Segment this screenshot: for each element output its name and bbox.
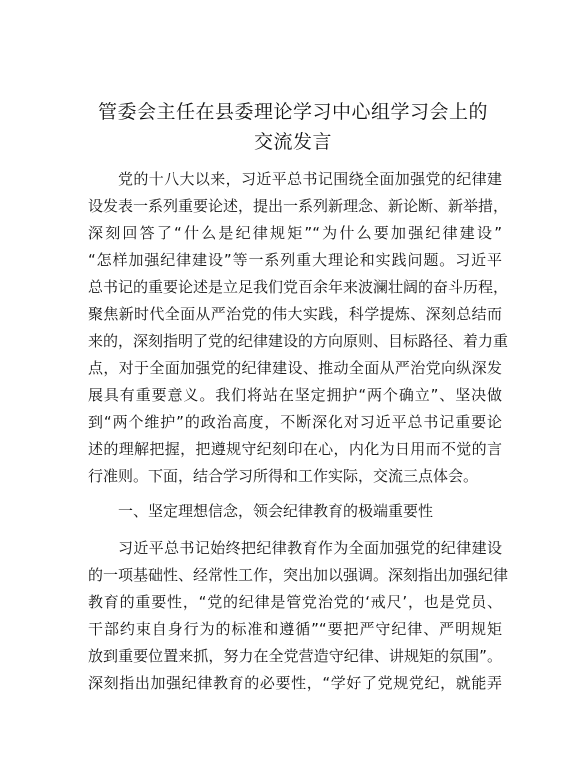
paragraph-line: 展具有重要意义。我们将站在坚定拥护“两个确立”、坚决做 bbox=[88, 386, 502, 404]
paragraph-line: “怎样加强纪律建设”等一系列重大理论和实践问题。习近平 bbox=[88, 251, 502, 269]
paragraph-line: 习近平总书记始终把纪律教育作为全面加强党的纪律建设 bbox=[118, 539, 502, 557]
paragraph-line: 来的，深刻指明了党的纪律建设的方向原则、目标路径、着力重 bbox=[88, 332, 509, 350]
section-heading: 一、坚定理想信念，领会纪律教育的极端重要性 bbox=[118, 502, 434, 520]
paragraph-section-one bbox=[88, 535, 509, 697]
paragraph-line: 的一项基础性、经常性工作，突出加以强调。深刻指出加强纪律 bbox=[88, 566, 509, 584]
document-body bbox=[88, 166, 509, 697]
paragraph-line: 放到重要位置来抓，努力在全党营造守纪律、讲规矩的氛围”。 bbox=[88, 647, 502, 665]
paragraph-line: 行准则。下面，结合学习所得和工作实际，交流三点体会。 bbox=[88, 467, 479, 485]
paragraph-line: 干部约束自身行为的标准和遵循”“要把严守纪律、严明规矩 bbox=[88, 620, 502, 638]
paragraph-line: 到“两个维护”的政治高度，不断深化对习近平总书记重要论 bbox=[88, 413, 502, 431]
document-title bbox=[60, 97, 526, 157]
paragraph-line: 总书记的重要论述是立足我们党百余年来波澜壮阔的奋斗历程， bbox=[88, 278, 509, 296]
title-line-2: 交流发言 bbox=[253, 131, 332, 153]
paragraph-line: 点，对于全面加强党的纪律建设、推动全面从严治党向纵深发 bbox=[88, 359, 502, 377]
paragraph-line: 设发表一系列重要论述，提出一系列新理念、新论断、新举措， bbox=[88, 197, 509, 215]
paragraph-line: 深刻指出加强纪律教育的必要性，“学好了党规党纪，就能弄 bbox=[88, 674, 502, 692]
paragraph-line: 聚焦新时代全面从严治党的伟大实践，科学提炼、深刻总结而 bbox=[88, 305, 502, 323]
paragraph-line: 教育的重要性，“党的纪律是管党治党的‘戒尺’，也是党员、 bbox=[88, 593, 502, 611]
title-line-1: 管委会主任在县委理论学习中心组学习会上的 bbox=[97, 101, 488, 123]
paragraph-line: 述的理解把握，把遵规守纪刻印在心，内化为日用而不觉的言 bbox=[88, 440, 502, 458]
paragraph-line: 深刻回答了“什么是纪律规矩”“为什么要加强纪律建设” bbox=[88, 224, 502, 242]
paragraph-line: 党的十八大以来，习近平总书记围绕全面加强党的纪律建 bbox=[118, 170, 502, 188]
paragraph-intro bbox=[88, 166, 509, 490]
